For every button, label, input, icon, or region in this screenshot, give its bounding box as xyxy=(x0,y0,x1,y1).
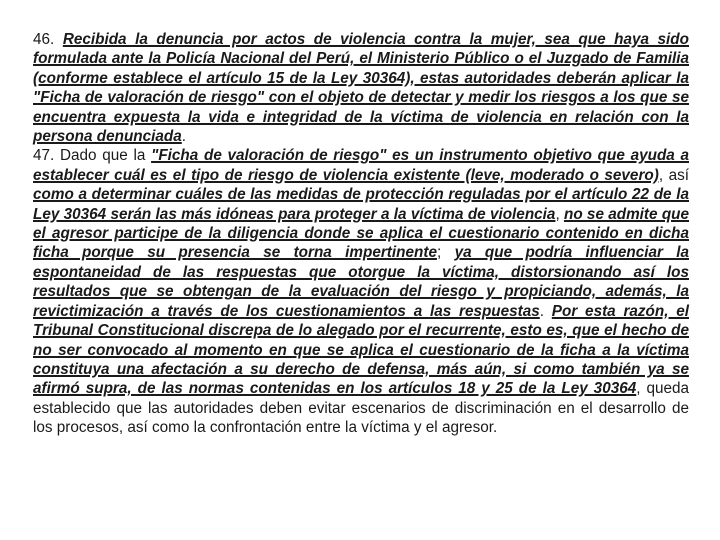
paragraph-46 xyxy=(33,30,689,146)
text-run: . xyxy=(181,128,187,146)
text-run: Por esta razón, el Tribunal Constitucional discrepa de lo alegado por el recurrente, esto es, que el hecho de no ser convocado al momento en que se aplica el cuestionario de la ficha a la víctima constituya una afectación a su derecho de defensa, más aún, si como también ya se afirmó supra, de las normas contenidas en los artículos 18 y 25 de la Ley 30364 xyxy=(33,302,690,398)
text-run: Dado que la xyxy=(59,147,152,165)
text-run: como a determinar cuáles de las medidas de protección reguladas por el artículo 22 de la Ley 30364 serán las más idóneas para proteger a la víctima de violencia xyxy=(33,186,689,223)
text-run: ; xyxy=(436,244,455,262)
paragraph-number: 47. xyxy=(33,147,55,165)
text-run: ya que podría influenciar la espontaneidad de las respuestas que otorgue la víctima, distorsionando así los resultados que se obtengan de la evaluación del riesgo y propiciando, además, la revictimización a través de los cuestionamientos a las respuestas xyxy=(33,244,690,320)
document-body xyxy=(33,30,689,438)
paragraph-number: 46. xyxy=(33,31,55,48)
paragraph-47 xyxy=(33,146,689,437)
text-run: "Ficha de valoración de riesgo" es un instrumento objetivo que ayuda a establecer cuál es el tipo de riesgo de violencia existente (leve, moderado o severo) xyxy=(33,147,689,184)
text-run: no se admite que el agresor participe de la diligencia donde se aplica el cuestionario contenido en dicha ficha porque su presencia se torna impertinente xyxy=(33,205,690,262)
text-run: Recibida la denuncia por actos de violencia contra la mujer, sea que haya sido formulada ante la Policía Nacional del Perú, el Ministerio Público o el Juzgado de Familia (conforme establece el artículo 15 de la Ley 30364), estas autoridades deberán aplicar la "Ficha de valoración de riesgo" con el objeto de detectar y medir los riesgos a los que se encuentra expuesta la vida e integridad de la víctima de violencia en relación con la persona denunciada xyxy=(33,31,689,146)
text-run: , así xyxy=(658,166,690,184)
text-run: , xyxy=(555,205,564,223)
text-run: , queda establecido que las autoridades deben evitar escenarios de discriminación en el desarrollo de los procesos, así como la confrontación entre la víctima y el agresor. xyxy=(33,380,690,437)
text-run: . xyxy=(539,302,552,320)
